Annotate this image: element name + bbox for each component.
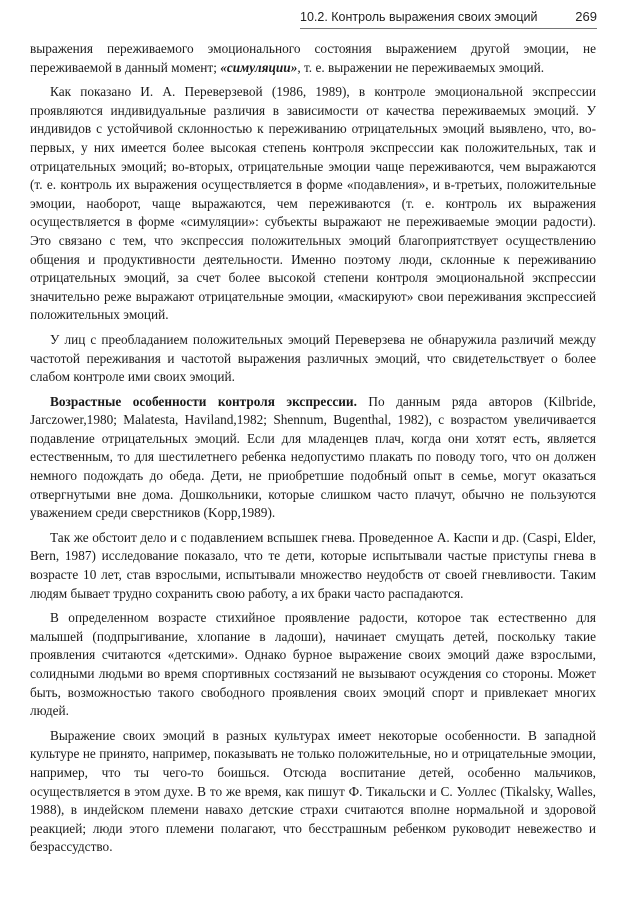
inline-heading: Возрастные особенности контроля экспрессии. xyxy=(50,393,357,409)
paragraph: У лиц с преобладанием положительных эмоций Переверзева не обнаружила различий между частотой переживания и частотой выражения различных эмоций, что свидетельствует о более слабом контроле ими своих эмоций. xyxy=(30,331,596,385)
section-title: 10.2. Контроль выражения своих эмоций xyxy=(300,10,538,24)
paragraph: Выражение своих эмоций в разных культурах имеет некоторые особенности. В западной культуре не принято, например, показывать не только положительные, но и отрицательные эмоции, например, что ты чего-то боишься. Отсюда воспитание детей, особенно мальчиков, осуществляется в этом духе. В то же время, как пишут Ф. Тикальски и С. Уоллес (Tikalsky, Walles, 1988), в индейском племени навахо детские страхи считаются вполне нормальной и здоровой реакцией; люди этого племени полагают, что бесстрашным ребенком руководит невежество и безрассудство. xyxy=(30,727,596,855)
paragraph-text: По данным ряда авторов (Kilbride, Jarczower,1980; Malatesta, Haviland,1982; Shennum, Bugenthal, 1982), с возрастом увеличивается подавление отрицательных эмоций. Если для младенцев плач, когда они хотят есть, является естественным, то для шестилетнего ребенка недопустимо плакать по поводу того, что он должен немного подождать до обеда. Дети, не приобретшие подобный опыт в семье, могут оказаться отвергнутыми вне дома. Дошкольники, которые слишком часто плачут, обычно не пользуются уважением среди сверстников (Kopp,1989). xyxy=(30,393,596,521)
paragraph-text: выражения переживаемого эмоционального состояния выражением другой эмоции, не переживаемой в данный момент; xyxy=(30,41,596,75)
page-number: 269 xyxy=(575,9,597,24)
paragraph: В определенном возрасте стихийное проявление радости, которое так естественно для малышей (подпрыгивание, хлопание в ладоши), начинает смущать детей, поскольку такие проявления считаются «детскими». Однако бурное выражение своих эмоций даже взрослыми, солидными людьми во время спортивных состязаний не вызывают осуждения со стороны. Может быть, возможностью такого свободного проявления своих эмоций спорт и привлекает многих людей. xyxy=(30,610,596,719)
paragraph xyxy=(30,393,596,523)
paragraph-text: , т. е. выражении не переживаемых эмоций. xyxy=(297,59,545,75)
paragraph-continued xyxy=(30,40,596,77)
emphasis-term: «симуляции» xyxy=(220,59,298,75)
paragraph: Как показано И. А. Переверзевой (1986, 1989), в контроле эмоциональной экспрессии проявляются индивидуальные различия в зависимости от качества переживаемых эмоций. У индивидов с устойчивой склонностью к переживанию отрицательных эмоций выявлено, что, во-первых, у них имеется более высокая степень контроля экспрессии как положительных, так и отрицательных эмоций; во-вторых, отрицательные эмоции чаще переживаются, чем выражаются (т. е. контроль их выражения осуществляется в форме «подавления», и в-третьих, положительные эмоции, наоборот, чаще выражаются, чем переживаются (т. е. контроль их выражения осуществляется в форме «симуляции»: субъекты выражают не переживаемые эмоции радости). Это связано с тем, что экспрессия положительных эмоций благоприятствует осуществлению общения и продуктивности деятельности. Именно поэтому люди, склонные к переживанию отрицательных эмоций, за счет более высокой степени контроля эмоциональной экспрессии значительно реже выражают отрицательные эмоции, «маскируют» свои переживания экспрессией положительных эмоций. xyxy=(30,84,596,323)
running-header xyxy=(300,9,597,29)
body-text xyxy=(30,40,596,863)
paragraph: Так же обстоит дело и с подавлением вспышек гнева. Проведенное А. Каспи и др. (Caspi, Elder, Bern, 1987) исследование показало, что те дети, которые испытывали частые приступы гнева в возрасте 10 лет, став взрослыми, испытывали множество неудобств от своей гневливости. Таким людям бывает трудно сохранить свою работу, а их браки часто распадаются. xyxy=(30,529,596,601)
